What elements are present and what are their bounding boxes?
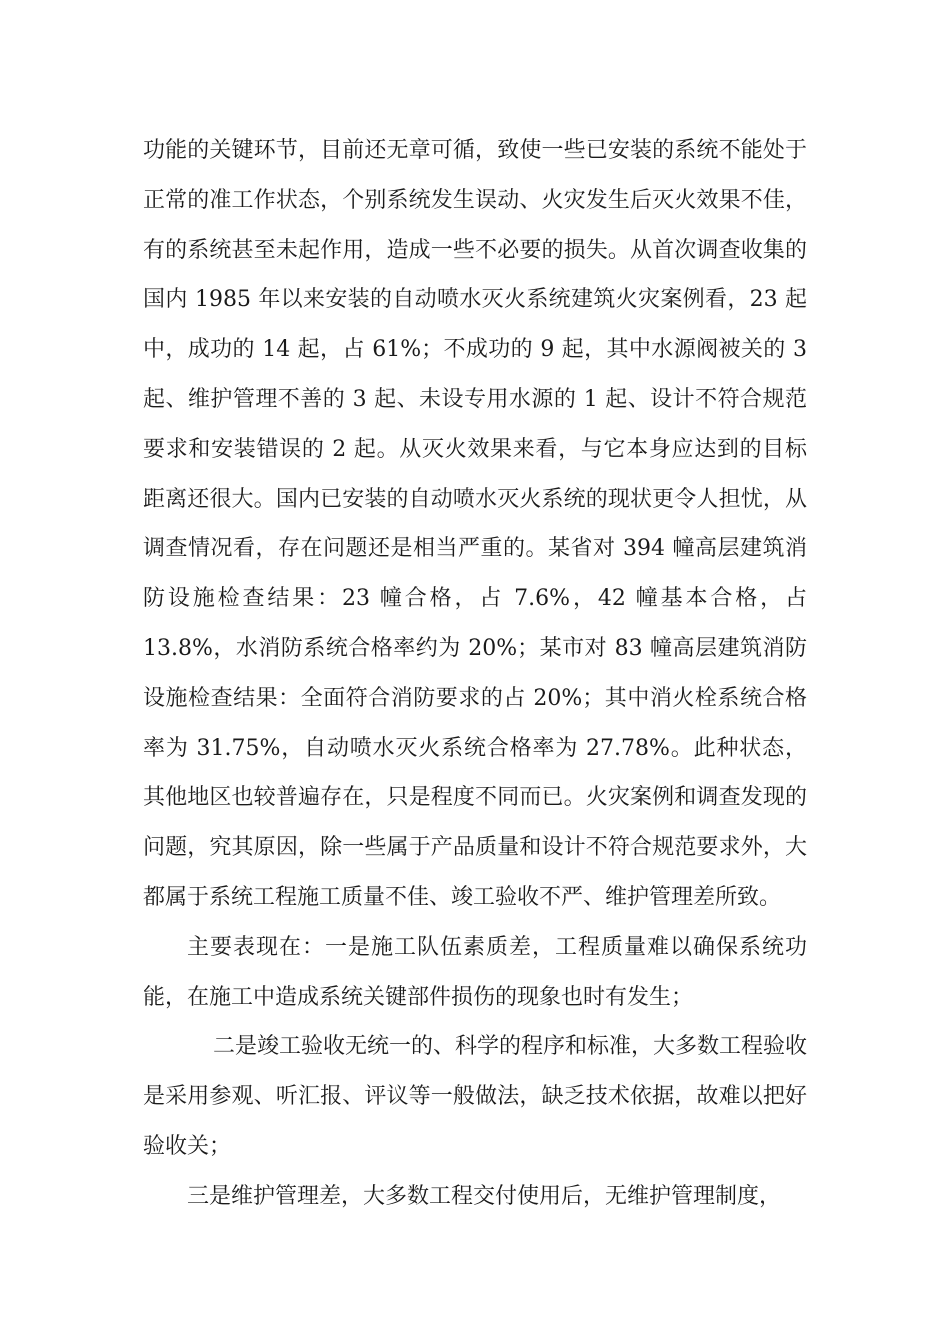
paragraph-continuation: 功能的关键环节，目前还无章可循，致使一些已安装的系统不能处于正常的准工作状态，个别系统发生误动、火灾发生后灭火效果不佳，有的系统甚至未起作用，造成一些不必要的损失。从首次调查收集的国内 1985 年以来安装的自动喷水灭火系统建筑火灾案例看，23 起中，成功的 14 起，占 61%；不成功的 9 起，其中水源阀被关的 3 起、维护管理不善的 3 起、未设专用水源的 1 起、设计不符合规范要求和安装错误的 2 起。从灭火效果来看，与它本身应达到的目标距离还很大。国内已安装的自动喷水灭火系统的现状更令人担忧，从调查情况看，存在问题还是相当严重的。某省对 394 幢高层建筑消防设施检查结果：23 幢合格，占 7.6%，42 幢基本合格，占 13.8%，水消防系统合格率约为 20%；某市对 83 幢高层建筑消防设施检查结果：全面符合消防要求的占 20%；其中消火栓系统合格率为 31.75%，自动喷水灭火系统合格率为 27.78%。此种状态，其他地区也较普遍存在，只是程度不同而已。火灾案例和调查发现的问题，究其原因，除一些属于产品质量和设计不符合规范要求外，大都属于系统工程施工质量不佳、竣工验收不严、维护管理差所致。 [143, 138, 807, 910]
paragraph-acceptance: 二是竣工验收无统一的、科学的程序和标准，大多数工程验收是采用参观、听汇报、评议等一般做法，缺乏技术依据，故难以把好验收关； [143, 1034, 808, 1159]
paragraph-maintenance: 三是维护管理差，大多数工程交付使用后，无维护管理制度， [187, 1183, 782, 1209]
document-body [143, 126, 807, 1222]
paragraph-main-issues: 主要表现在：一是施工队伍素质差，工程质量难以确保系统功能，在施工中造成系统关键部件损伤的现象也时有发生； [143, 934, 807, 1010]
